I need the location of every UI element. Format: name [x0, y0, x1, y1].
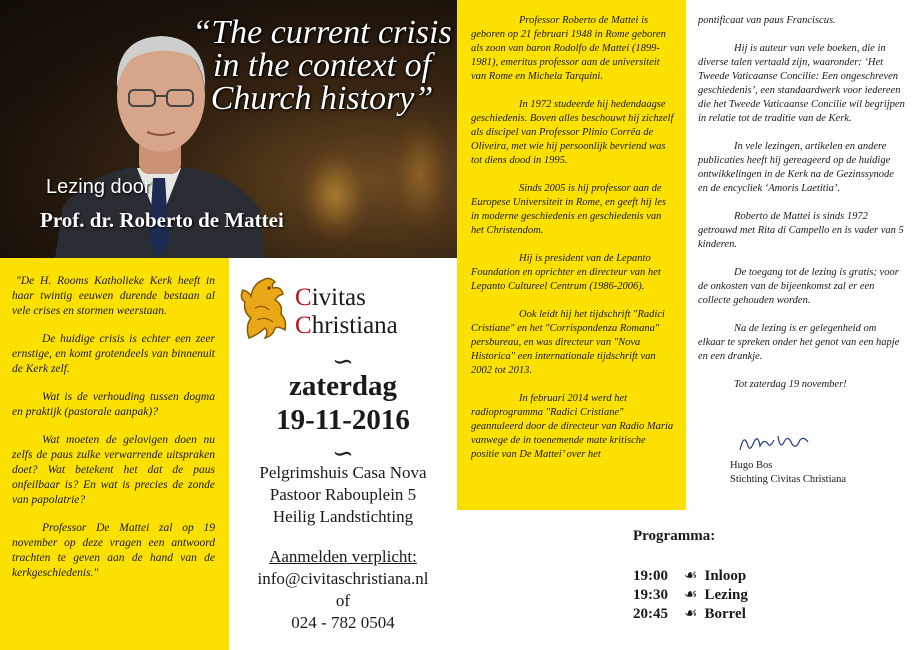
- address-line: Pastoor Rabouplein 5: [269, 485, 417, 504]
- logo-word-civitas: ivitas: [311, 284, 366, 311]
- intro-paragraph: Wat is de verhouding tussen dogma en praktijk (pastorale aanpak)?: [12, 391, 215, 418]
- intro-paragraph: De huidige crisis is echter een zeer ernstige, en komt grotendeels van binnenuit de Kerk zelf.: [12, 333, 215, 375]
- hero-photo-banner: [0, 0, 457, 258]
- registration-info: [229, 546, 457, 634]
- program-label: Inloop: [704, 568, 747, 584]
- event-day: zaterdag: [289, 370, 397, 402]
- program-label: Lezing: [704, 587, 748, 603]
- program-label: Borrel: [704, 606, 746, 622]
- bio-paragraph: In 1972 studeerde hij hedendaagse geschiedenis. Boven alles beschouwt hij zichzelf als discipel van Professor Plinio Corrêa de Oliveira, met wie hij persoonlijk bevriend was tot diens dood in 1995.: [471, 99, 674, 166]
- registration-email[interactable]: info@civitaschristiana.nl: [257, 569, 429, 588]
- address-line: Heilig Landstichting: [272, 507, 414, 526]
- bio-paragraph: Sinds 2005 is hij professor aan de Europese Universiteit in Rome, en geeft hij les in moderne geschiedenis en geschiedenis van het Christendom.: [471, 183, 666, 236]
- logo-initial-c: C: [295, 284, 312, 311]
- program-row: [633, 585, 748, 604]
- bio-paragraph: Professor Roberto de Mattei is geboren op 21 februari 1948 in Rome geboren als zoon van baron Rodolfo de Mattei (1899-1981), emeritus professor aan de universiteit van Rome en Michela Tarquini.: [471, 15, 666, 82]
- bio-paragraph: In vele lezingen, artikelen en andere publicaties heeft hij gereageerd op de huidige ontwikkelingen in de Kerk na de Gezinssynode en de encycliek ‘Amoris Laetitia’.: [698, 141, 894, 194]
- background-light: [300, 150, 370, 240]
- speaker-name: Prof. dr. Roberto de Mattei: [40, 208, 284, 232]
- intro-text-column: [0, 258, 229, 650]
- intro-paragraph: "De H. Rooms Katholieke Kerk heeft in haar twintig eeuwen durende bestaan al vele crises en stormen weerstaan.: [12, 275, 215, 317]
- program-time: 19:30: [633, 587, 668, 603]
- civitas-christiana-logo: [235, 270, 455, 346]
- bio-paragraph: Roberto de Mattei is sinds 1972 getrouwd met Rita di Campello en is vader van 5 kinderen.: [698, 211, 904, 250]
- heraldic-lion-icon: [235, 274, 291, 342]
- closing-line: Tot zaterdag 19 november!: [734, 379, 847, 390]
- program-row: [633, 604, 746, 623]
- bio-paragraph: Ook leidt hij het tijdschrift "Radici Cristiane" en het "Corrispondenza Romana" persbureau, en was directeur van "Nova Historica" een internationale tijdschrift van 2002 tot 2013.: [471, 309, 665, 376]
- logo-initial-c: C: [295, 312, 312, 339]
- bio-paragraph: In februari 2014 werd het radioprogramma "Radici Cristiane" geannuleerd door de directeur van Radio Maria vanwege de in toenemende mate kritische positie van De Mattei’ over het: [471, 393, 674, 460]
- arrow-icon: ☙: [684, 606, 698, 622]
- handwritten-signature: [734, 428, 814, 456]
- background-light: [390, 120, 450, 230]
- lecture-by-label: Lezing door: [46, 176, 151, 198]
- signer-organization: Stichting Civitas Christiana: [730, 474, 847, 485]
- program-time: 20:45: [633, 606, 668, 622]
- bio-paragraph: De toegang tot de lezing is gratis; voor de onkosten van de bijeenkomst zal er een collecte gehouden worden.: [698, 267, 899, 306]
- venue-address: [229, 462, 457, 528]
- intro-paragraph: Wat moeten de gelovigen doen nu zelfs de paus zulke verwarrende uitspraken doet? Wat betekent het dat de paus onfeilbaar is? En wat is precies de zonde van papolatrie?: [12, 434, 215, 506]
- bio-paragraph: Na de lezing is er gelegenheid om elkaar te spreken onder het genot van een hapje en een drankje.: [698, 323, 900, 362]
- event-info-column: [229, 258, 457, 650]
- registration-label: Aanmelden verplicht:: [269, 547, 417, 566]
- signer-name: Hugo Bos: [730, 460, 773, 471]
- signer: [730, 459, 846, 487]
- bio-paragraph: Hij is president van de Lepanto Foundation en oprichter en directeur van het Lepanto Cultureel Centrum (1986-2006).: [471, 253, 661, 292]
- arrow-icon: ☙: [684, 568, 698, 584]
- event-date: 19-11-2016: [276, 404, 410, 436]
- logo-word-christiana: hristiana: [311, 312, 398, 339]
- logo-wordmark: [295, 284, 398, 340]
- address-line: Pelgrimshuis Casa Nova: [259, 463, 427, 482]
- biography-column: [457, 0, 686, 510]
- bio-paragraph: Hij is auteur van vele boeken, die in diverse talen vertaald zijn, waaronder: ‘Het Tweede Vaticaanse Concilie: Een ongeschreven geschiedenis’, een standaardwerk voor iedereen die het Tweede Vaticaanse Concilie wil begrijpen in relatie tot de traditie van de Kerk.: [698, 43, 905, 124]
- program-time: 19:00: [633, 568, 668, 584]
- intro-paragraph: Professor De Mattei zal op 19 november op deze vragen een antwoord trachten te geven aan de hand van de kerkgeschiedenis.": [12, 522, 215, 579]
- arrow-icon: ☙: [684, 587, 698, 603]
- program-row: [633, 566, 746, 585]
- registration-or: of: [335, 591, 351, 610]
- bio-continuation: pontificaat van paus Franciscus.: [698, 15, 836, 26]
- registration-phone[interactable]: 024 - 782 0504: [291, 613, 395, 632]
- ornament-divider: ∽: [332, 439, 354, 468]
- ornament-divider: ∽: [332, 347, 354, 376]
- program-section: [457, 510, 915, 650]
- program-title: Programma:: [633, 528, 716, 544]
- lecture-title-quote: “The current crisis in the context of Church history”: [192, 14, 452, 117]
